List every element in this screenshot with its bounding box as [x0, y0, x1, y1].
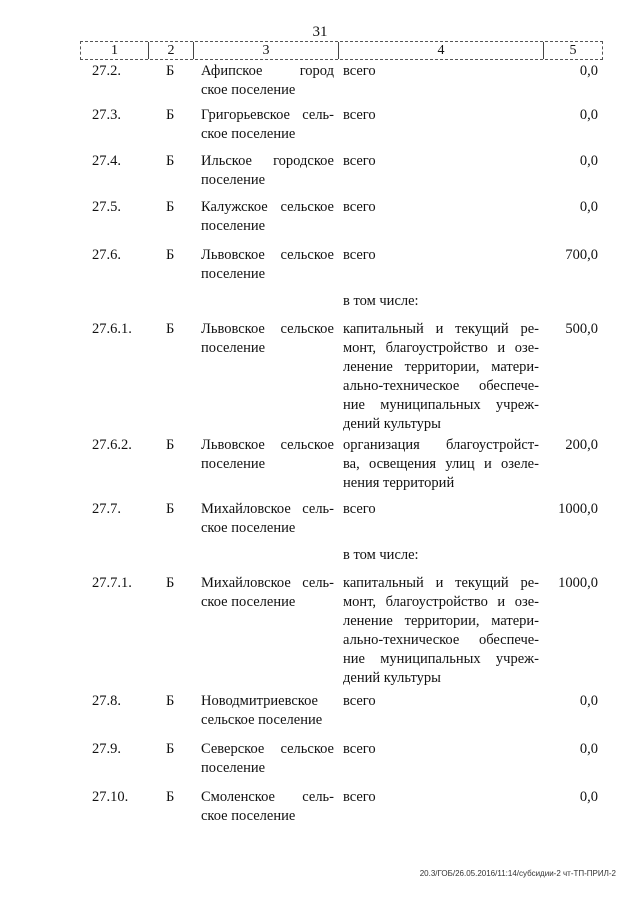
row-type: Б [166, 63, 175, 79]
row-description [343, 198, 539, 217]
row-type: Б [166, 789, 175, 805]
row-description-line: дений культуры [343, 416, 441, 432]
row-name-line: поселение [201, 340, 266, 356]
row-description-line: всего [343, 693, 376, 709]
row-description-line: организация благоустройст- [343, 437, 539, 453]
row-name-line: поселение [201, 456, 266, 472]
row-name [201, 246, 334, 284]
row-name [201, 500, 334, 538]
row-description-line: монт, благоустройство и озе- [343, 340, 539, 356]
row-value: 200,0 [565, 437, 598, 453]
row-number: 27.10. [92, 789, 129, 805]
page-number: 31 [312, 24, 328, 40]
row-name-line: Калужское сельское [201, 199, 334, 215]
row-description [343, 152, 539, 171]
row-type: Б [166, 107, 175, 123]
row-type: Б [166, 199, 175, 215]
row-type: Б [166, 247, 175, 263]
row-name-line: ское поселение [201, 82, 296, 98]
row-type: Б [166, 693, 175, 709]
row-name [201, 62, 334, 100]
row-description [343, 500, 539, 519]
header-col-5: 5 [569, 43, 577, 58]
row-name-line: Львовское сельское [201, 247, 334, 263]
row-value: 700,0 [565, 247, 598, 263]
row-name-line: поселение [201, 266, 266, 282]
row-number: 27.5. [92, 199, 121, 215]
row-type: Б [166, 153, 175, 169]
row-description-line: всего [343, 501, 376, 517]
row-description-line: всего [343, 199, 376, 215]
row-description-line: ленение территории, матери- [343, 613, 539, 629]
row-description [343, 788, 539, 807]
row-number: 27.6.1. [92, 321, 132, 337]
row-name [201, 692, 334, 730]
row-name-line: ское поселение [201, 126, 296, 142]
row-description-line: ние муниципальных учреж- [343, 397, 539, 413]
row-name-line: ское поселение [201, 594, 296, 610]
row-name [201, 152, 334, 190]
row-number: 27.6.2. [92, 437, 132, 453]
row-number: 27.3. [92, 107, 121, 123]
row-description-line: нения территорий [343, 475, 455, 491]
row-number: 27.6. [92, 247, 121, 263]
row-description-line: в том числе: [343, 547, 419, 563]
row-name-line: ское поселение [201, 520, 296, 536]
row-description-line: всего [343, 789, 376, 805]
row-value: 0,0 [579, 63, 598, 79]
row-name [201, 436, 334, 474]
row-description [343, 436, 539, 493]
row-description-line: всего [343, 153, 376, 169]
row-name [201, 740, 334, 778]
row-name-line: Северское сельское [201, 741, 334, 757]
row-description-line: ленение территории, матери- [343, 359, 539, 375]
row-number: 27.7. [92, 501, 121, 517]
row-name [201, 320, 334, 358]
row-name-line: поселение [201, 760, 266, 776]
row-value: 0,0 [579, 153, 598, 169]
row-value: 0,0 [579, 107, 598, 123]
row-description-line: ально-техническое обеспече- [343, 378, 539, 394]
row-name [201, 106, 334, 144]
row-type: Б [166, 741, 175, 757]
row-description-line: капитальный и текущий ре- [343, 575, 539, 591]
row-name [201, 574, 334, 612]
header-col-3: 3 [194, 42, 339, 59]
row-description-line: в том числе: [343, 293, 419, 309]
row-value: 0,0 [579, 741, 598, 757]
row-value: 500,0 [565, 321, 598, 337]
row-name-line: Михайловское сель- [201, 575, 334, 591]
table-header [80, 41, 603, 60]
row-name-line: Григорьевское сель- [201, 107, 334, 123]
row-number: 27.7.1. [92, 575, 132, 591]
row-type: Б [166, 437, 175, 453]
row-description [343, 62, 539, 81]
document-footer: 20.3/ГОБ/26.05.2016/11:14/субсидии-2 чт-ТП-ПРИЛ-2 [419, 869, 616, 878]
row-description [343, 546, 539, 565]
row-description [343, 246, 539, 265]
row-name-line: сельское поселение [201, 712, 323, 728]
row-name-line: поселение [201, 172, 266, 188]
row-type: Б [166, 575, 175, 591]
row-name-line: Смоленское сель- [201, 789, 334, 805]
header-col-1: 1 [81, 42, 149, 59]
row-name [201, 198, 334, 236]
row-description [343, 106, 539, 125]
row-number: 27.4. [92, 153, 121, 169]
row-number: 27.9. [92, 741, 121, 757]
row-name-line: Михайловское сель- [201, 501, 334, 517]
row-description-line: капитальный и текущий ре- [343, 321, 539, 337]
row-number: 27.2. [92, 63, 121, 79]
row-type: Б [166, 321, 175, 337]
row-description-line: всего [343, 63, 376, 79]
header-col-4: 4 [339, 42, 544, 59]
row-description [343, 574, 539, 688]
row-value: 1000,0 [558, 501, 598, 517]
row-description [343, 292, 539, 311]
header-col-2: 2 [149, 42, 194, 59]
row-name [201, 788, 334, 826]
row-description [343, 740, 539, 759]
row-type: Б [166, 501, 175, 517]
row-description-line: ва, освещения улиц и озеле- [343, 456, 539, 472]
row-value: 1000,0 [558, 575, 598, 591]
row-description-line: всего [343, 247, 376, 263]
row-name-line: Афипское город [201, 63, 334, 79]
row-description-line: всего [343, 741, 376, 757]
row-description-line: дений культуры [343, 670, 441, 686]
row-description-line: монт, благоустройство и озе- [343, 594, 539, 610]
row-name-line: Львовское сельское [201, 437, 334, 453]
row-description-line: ально-техническое обеспече- [343, 632, 539, 648]
row-name-line: Новодмитриевское [201, 693, 318, 709]
row-description-line: всего [343, 107, 376, 123]
row-name-line: поселение [201, 218, 266, 234]
row-name-line: ское поселение [201, 808, 296, 824]
row-name-line: Ильское городское [201, 153, 334, 169]
row-number: 27.8. [92, 693, 121, 709]
row-value: 0,0 [579, 789, 598, 805]
row-name-line: Львовское сельское [201, 321, 334, 337]
row-description-line: ние муниципальных учреж- [343, 651, 539, 667]
row-description [343, 320, 539, 434]
row-description [343, 692, 539, 711]
row-value: 0,0 [579, 693, 598, 709]
row-value: 0,0 [579, 199, 598, 215]
